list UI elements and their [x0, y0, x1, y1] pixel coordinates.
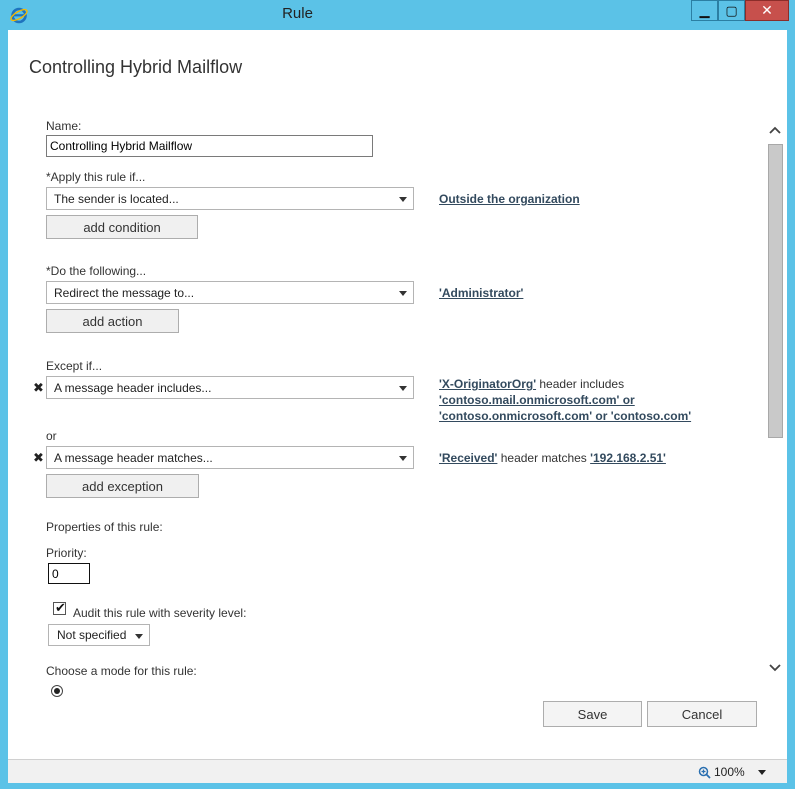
- audit-label: Audit this rule with severity level:: [73, 606, 247, 620]
- dialog-content: [8, 30, 787, 759]
- scroll-up-icon[interactable]: [766, 123, 784, 137]
- mode-radio-enforce[interactable]: [51, 685, 63, 697]
- exception-1-value-link-2[interactable]: 'contoso.onmicrosoft.com' or 'contoso.com': [439, 409, 692, 423]
- priority-input[interactable]: [48, 563, 90, 584]
- exception-1-text: header includes: [536, 377, 625, 391]
- close-icon: ✕: [761, 2, 773, 18]
- exception-2-select[interactable]: [46, 446, 414, 469]
- exception-1-select-value: A message header includes...: [54, 381, 212, 395]
- or-label: or: [46, 429, 57, 443]
- close-button[interactable]: [745, 0, 789, 21]
- rule-form: [33, 115, 776, 693]
- minimize-icon: ▁: [699, 2, 710, 18]
- add-exception-button[interactable]: add exception: [46, 474, 199, 498]
- do-following-label: *Do the following...: [46, 264, 147, 278]
- zoom-icon: [698, 766, 711, 779]
- chevron-down-icon: [399, 291, 407, 296]
- apply-rule-label: *Apply this rule if...: [46, 170, 146, 184]
- maximize-icon: ▢: [725, 2, 738, 18]
- checkmark-icon: ✔: [55, 600, 66, 615]
- add-condition-button[interactable]: add condition: [46, 215, 198, 239]
- condition-select-value: The sender is located...: [54, 192, 179, 206]
- exception-1-description: [439, 377, 624, 391]
- cancel-button[interactable]: Cancel: [647, 701, 757, 727]
- audit-checkbox[interactable]: [53, 602, 66, 615]
- condition-value-link[interactable]: Outside the organization: [439, 192, 580, 206]
- remove-exception-1-icon[interactable]: ✖: [33, 380, 44, 395]
- action-select-value: Redirect the message to...: [54, 286, 195, 300]
- zoom-control[interactable]: [698, 765, 745, 779]
- exception-2-description: [439, 451, 666, 465]
- exception-1-header-link[interactable]: 'X-OriginatorOrg': [439, 377, 537, 391]
- priority-label: Priority:: [46, 546, 87, 560]
- status-bar: [8, 759, 787, 783]
- severity-select-value: Not specified: [57, 628, 127, 642]
- mode-label: Choose a mode for this rule:: [46, 664, 197, 678]
- zoom-dropdown-icon[interactable]: [758, 770, 766, 775]
- exception-2-header-link[interactable]: 'Received': [439, 451, 498, 465]
- add-action-button[interactable]: add action: [46, 309, 179, 333]
- chevron-down-icon: [135, 634, 143, 639]
- properties-label: Properties of this rule:: [46, 520, 163, 534]
- exception-2-select-value: A message header matches...: [54, 451, 213, 465]
- severity-select[interactable]: [48, 624, 150, 646]
- exception-1-value-link-1[interactable]: 'contoso.mail.onmicrosoft.com' or: [439, 393, 635, 407]
- name-label: Name:: [46, 119, 82, 133]
- action-value-link[interactable]: 'Administrator': [439, 286, 524, 300]
- name-input[interactable]: [46, 135, 373, 157]
- chevron-down-icon: [399, 456, 407, 461]
- except-if-label: Except if...: [46, 359, 103, 373]
- zoom-level: 100%: [714, 765, 745, 779]
- action-select[interactable]: [46, 281, 414, 304]
- window-title: Rule: [282, 5, 313, 22]
- minimize-button[interactable]: [691, 0, 718, 21]
- page-title: Controlling Hybrid Mailflow: [29, 57, 243, 77]
- exception-2-text: header matches: [497, 451, 591, 465]
- save-button[interactable]: Save: [543, 701, 642, 727]
- chevron-down-icon: [399, 197, 407, 202]
- condition-select[interactable]: [46, 187, 414, 210]
- title-bar: [0, 0, 795, 30]
- scroll-down-icon[interactable]: [766, 661, 784, 675]
- maximize-button[interactable]: [718, 0, 745, 21]
- chevron-down-icon: [399, 386, 407, 391]
- exception-2-value-link[interactable]: '192.168.2.51': [590, 451, 666, 465]
- exception-1-select[interactable]: [46, 376, 414, 399]
- remove-exception-2-icon[interactable]: ✖: [33, 450, 44, 465]
- scrollbar-thumb[interactable]: [768, 144, 783, 438]
- radio-dot-icon: [54, 688, 60, 694]
